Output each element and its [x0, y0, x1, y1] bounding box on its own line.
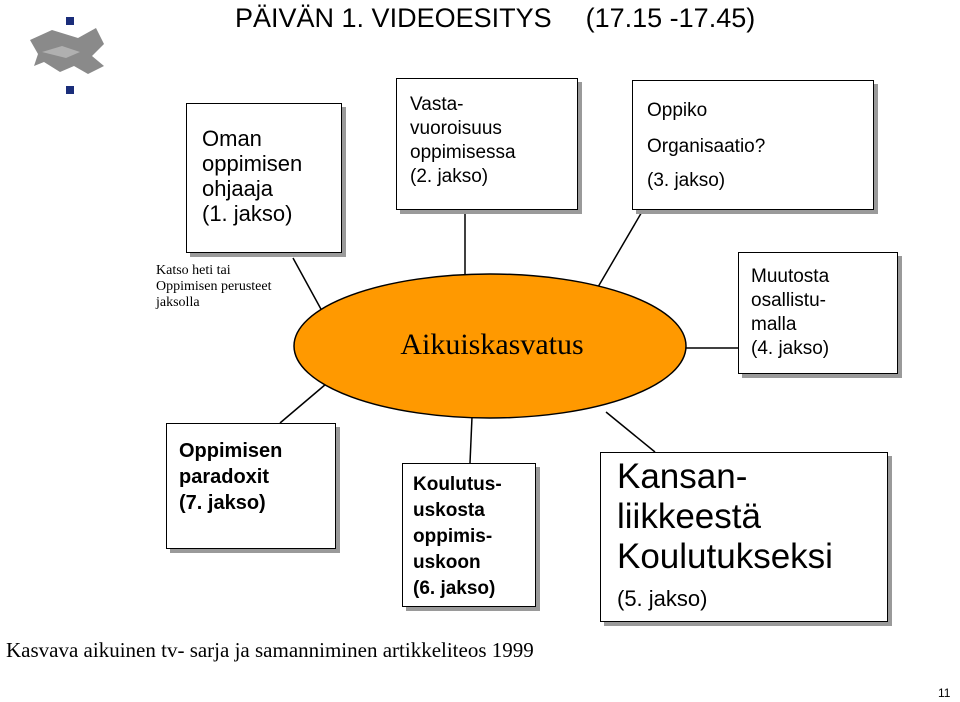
- box-5-main-text: Kansan- liikkeestä Koulutukseksi: [617, 457, 833, 576]
- box-muutosta-osallistumalla: [738, 252, 898, 374]
- box-vastavuoroisuus: [396, 78, 578, 210]
- box-2-text: Vasta- vuoroisuus oppimisessa (2. jakso): [410, 94, 516, 187]
- title-text: PÄIVÄN 1. VIDEOESITYS: [235, 3, 552, 33]
- side-note: Katso heti tai Oppimisen perusteet jaksolla: [156, 263, 272, 310]
- box-3-line-3: (3. jakso): [647, 170, 726, 191]
- footer-caption: Kasvava aikuinen tv- sarja ja samanniminen artikkeliteos 1999: [6, 638, 534, 662]
- box-3-line-2: Organisaatio?: [647, 136, 766, 157]
- box-kansanliikkeesta: [600, 452, 888, 622]
- connector-b1: [293, 258, 322, 311]
- connector-b7: [280, 384, 326, 423]
- box-koulutususkosta: [402, 463, 536, 607]
- box-oman-oppimisen-ohjaaja: [186, 103, 342, 253]
- box-4-text: Muutosta osallistu- malla (4. jakso): [751, 266, 830, 359]
- box-6-text: Koulutus- uskosta oppimis- uskoon (6. jakso): [413, 474, 502, 599]
- box-3-line-1: Oppiko: [647, 100, 708, 121]
- center-label: Aikuiskasvatus: [400, 328, 584, 361]
- connector-b3: [598, 210, 643, 287]
- page-number: 11: [938, 686, 951, 700]
- box-oppimisen-paradoxit: [166, 423, 336, 549]
- connector-b6: [470, 417, 472, 463]
- box-oppiko-organisaatio: [632, 80, 874, 210]
- connector-b5: [606, 412, 655, 452]
- box-1-text: Oman oppimisen ohjaaja (1. jakso): [202, 126, 303, 226]
- box-5-sub-text: (5. jakso): [617, 586, 708, 611]
- box-7-text: Oppimisen paradoxit (7. jakso): [179, 440, 283, 514]
- title-time: (17.15 -17.45): [585, 3, 756, 33]
